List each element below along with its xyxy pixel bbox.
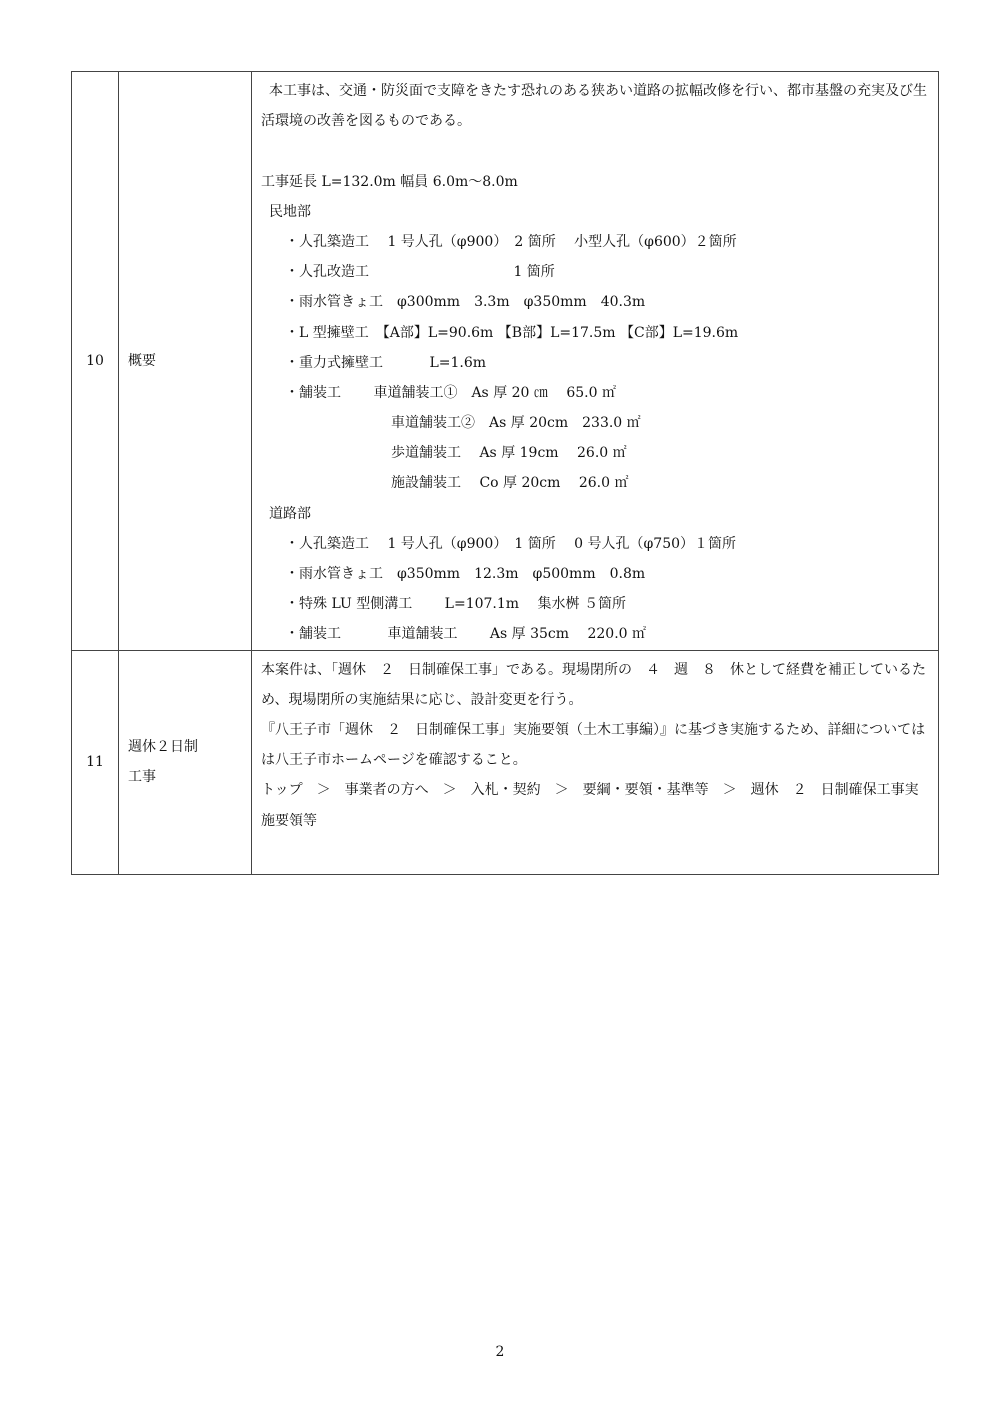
breadcrumb-path: トップ ＞ 事業者の方へ ＞ 入札・契約 ＞ 要綱・要領・基準等 ＞ 週休 ２ 日制確保工事実施要領等 xyxy=(261,782,919,829)
page-number: 2 xyxy=(495,1344,505,1360)
paragraph: 本案件は、「週休 ２ 日制確保工事」である。現場閉所の ４ 週 ８ 休として経費を補正しているため、現場閉所の実施結果に応じ、設計変更を行う。 xyxy=(261,661,926,708)
row-label-text: 週休２日制 工事 xyxy=(128,739,198,786)
overview-summary: 工事延長 L=132.0m 幅員 6.0m〜8.0m xyxy=(261,173,518,190)
table-row xyxy=(72,72,939,651)
paragraph: 『八王子市「週休 ２ 日制確保工事」実施要領（土木工事編）』に基づき実施するため、詳細についてはは八王子市ホームページを確認すること。 xyxy=(261,722,926,769)
list-item: ・人孔築造工 1 号人孔（φ900） 2 箇所 小型人孔（φ600）２箇所 xyxy=(285,233,737,250)
spec-table xyxy=(71,71,939,875)
section-heading-private: 民地部 xyxy=(269,203,311,220)
row-number: 10 xyxy=(72,72,119,651)
overview-intro: 本工事は、交通・防災面で支障をきたす恐れのある狭あい道路の拡幅改修を行い、都市基盤の充実及び生活環境の改善を図るものである。 xyxy=(261,83,927,130)
list-item: 歩道舗装工 As 厚 19cm 26.0 ㎡ xyxy=(391,445,627,462)
list-item: ・雨水管きょ工 φ300mm 3.3m φ350mm 40.3m xyxy=(285,294,646,311)
list-item: ・舗装工 車道舗装工① As 厚 20 ㎝ 65.0 ㎡ xyxy=(285,384,616,401)
row-label xyxy=(119,72,252,651)
list-item: ・人孔改造工 1 箇所 xyxy=(285,264,555,281)
table-row xyxy=(72,650,939,874)
list-item: ・特殊 LU 型側溝工 L=107.1m 集水桝 ５箇所 xyxy=(285,596,626,613)
list-item: ・人孔築造工 1 号人孔（φ900） 1 箇所 0 号人孔（φ750）１箇所 xyxy=(285,535,737,552)
list-item: ・雨水管きょ工 φ350mm 12.3m φ500mm 0.8m xyxy=(285,566,646,583)
list-item: 車道舗装工② As 厚 20cm 233.0 ㎡ xyxy=(391,415,641,432)
list-item: 施設舗装工 Co 厚 20cm 26.0 ㎡ xyxy=(391,475,629,492)
spacer xyxy=(261,136,930,166)
list-item: ・重力式擁壁工 L=1.6m xyxy=(285,354,487,371)
list-item: ・舗装工 車道舗装工 As 厚 35cm 220.0 ㎡ xyxy=(285,626,647,643)
row-content xyxy=(252,72,939,651)
section-heading-road: 道路部 xyxy=(269,505,311,522)
row-label-text: 概要 xyxy=(128,352,156,369)
row-content xyxy=(252,650,939,874)
row-label xyxy=(119,650,252,874)
row-number: 11 xyxy=(72,650,119,874)
list-item: ・L 型擁壁工 【A部】L=90.6m 【B部】L=17.5m 【C部】L=19.6m xyxy=(285,324,739,341)
